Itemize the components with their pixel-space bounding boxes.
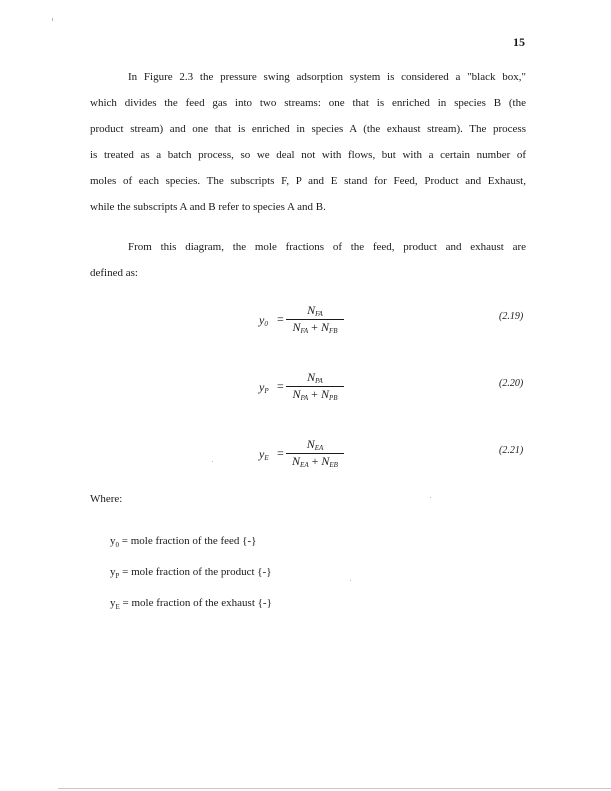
- paragraph-line: is treated as a batch process, so we deal not with flows, but with a certain number of: [90, 149, 526, 161]
- paragraph-line: while the subscripts A and B refer to species A and B.: [90, 201, 326, 213]
- paragraph-line: From this diagram, the mole fractions of the feed, product and exhaust are: [128, 241, 526, 253]
- numerator: $N_{EA}$: [306, 437, 324, 452]
- definition-feed: $y_0$ = mole fraction of the feed {-}: [110, 535, 257, 550]
- page-bottom-edge: [58, 788, 611, 789]
- paragraph-line: which divides the feed gas into two streams: one that is enriched in species B (the: [90, 97, 526, 109]
- denominator: $N_{PA} + N_{PB}$: [292, 387, 338, 402]
- paragraph-line: defined as:: [90, 267, 138, 279]
- equation-lhs: $y_0$: [259, 313, 268, 328]
- definition-paragraph: [90, 234, 526, 286]
- scan-speck: [430, 497, 431, 498]
- equals-sign: =: [277, 312, 284, 326]
- scan-speck: [212, 461, 213, 462]
- numerator: $N_{PA}$: [307, 370, 323, 385]
- equation-number: (2.19): [499, 311, 524, 322]
- scan-speck: [350, 580, 351, 581]
- denominator: $N_{EA} + N_{EB}$: [292, 454, 338, 469]
- numerator: $N_{FA}$: [307, 303, 323, 318]
- denominator: $N_{FA} + N_{FB}$: [292, 320, 338, 335]
- equation-2-21: [0, 437, 611, 477]
- fraction: [286, 437, 344, 469]
- equation-lhs: $y_P$: [259, 380, 269, 395]
- paragraph-line: product stream) and one that is enriched in species A (the exhaust stream). The process: [90, 123, 526, 135]
- intro-paragraph: [90, 64, 526, 220]
- definition-exhaust: $y_E$ = mole fraction of the exhaust {-}: [110, 597, 272, 612]
- equals-sign: =: [277, 379, 284, 393]
- fraction: [286, 303, 344, 335]
- page-number: 15: [513, 35, 525, 49]
- equation-number: (2.20): [499, 378, 524, 389]
- fraction: [286, 370, 344, 402]
- scan-speck: [52, 18, 53, 21]
- definition-product: $y_P$ = mole fraction of the product {-}: [110, 566, 272, 581]
- equation-lhs: $y_E$: [259, 447, 269, 462]
- equation-2-20: [0, 370, 611, 410]
- equation-2-19: [0, 303, 611, 343]
- equation-number: (2.21): [499, 445, 524, 456]
- equals-sign: =: [277, 446, 284, 460]
- where-label: Where:: [90, 493, 123, 505]
- paragraph-line: In Figure 2.3 the pressure swing adsorption system is considered a "black box,": [128, 71, 526, 83]
- paragraph-line: moles of each species. The subscripts F, P and E stand for Feed, Product and Exhaust,: [90, 175, 526, 187]
